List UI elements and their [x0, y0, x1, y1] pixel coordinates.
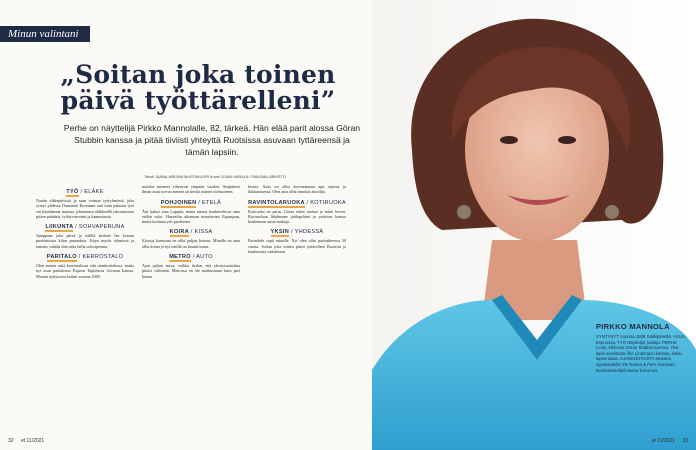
body-paragraph: Jumppaan joka päivä ja välillä heilutte len kotona puolentoista kilon punnuksia. Käyn mytös ryhmissä ja tanssin, vaikka olen aika lailla sohvaperuna. [36, 233, 134, 249]
subheading: KOIRA / KISSA [169, 229, 213, 236]
subheading: YKSIN / YHDESSÄ [270, 229, 324, 236]
body-paragraph: Äiti halusi aina Lappiin, mutta minua houkuttelevat aina etelän valot. Haaveilin aikanaan muuttavani Espanjaan, mutta kotimaa veti puoleensa. [142, 208, 240, 225]
body-paragraph: Kissoja kanssaan on ollut paljon kotona. Minulla on aina ollut koiria ja nyt meillä on kaunis kuusi. [142, 238, 240, 249]
page-number-left: 32 [8, 438, 14, 444]
folio-right [652, 438, 688, 444]
body-paragraph: kertaa. Auto on ollut korvaamaton apu arjessa ja liikkumisessa. Olen aina ollut innokas autoilija. [248, 184, 346, 195]
section-tag: Minun valintani [0, 26, 90, 42]
subheading: POHJOINEN / ETELÄ [160, 199, 222, 206]
lead-paragraph: Perhe on näyttelijä Pirkko Mannolalle, 82, tärkeä. Hän elää parit alossa Göran Stubbin kanssa ja pitää tiiviisti yhteyttä Ruotsissa asuvaan tyttäreensä ja tämän lapsiin. [63, 123, 361, 157]
info-box [596, 322, 688, 373]
folio-left [8, 438, 44, 444]
column-2 [142, 184, 240, 430]
info-body: SYNTYNYT Vuonna 1938 Säkkijärvellä. ASUU Espoossa. TYÖ Näyttelijä, laulaja. PERHE Lesbi, kihlossa Göran Stubbin kanssa. Yksi lapsi aviolitosta Åke Lindmanin kanssa, kaksi lapsenlasta. AJANKOHTAISTA Mukana syyskaudella Yle Teema & Fem -kanavan keskusteluohjelmassa Toivomus. [596, 334, 685, 373]
body-paragraph: Parisuhde sopii minulle. Nyt olen ollut parisuhteessa 30 vuotta. Soitan joka toinen päivä tyttärelleni Ruotsiin ja kuulumisia vaihdetaan. [248, 238, 346, 255]
magazine-issue-left: et 11/2021 [20, 438, 45, 444]
credits: Teksti JAANA-MIRJAM MUSTAVUORI Kuvat JOUNI HARALA / SANOMA-ARKISTO [144, 175, 286, 179]
body-paragraph: Nautin eläkepäivistä ja saan voimaa työryhmästä, joka syntyi yhdessä Damonen Korenaan and toim palaaon työt sin käyttämmä muassa johtamassa eläkkeellä jaksamisesta pitäen päätästä, työhyvinvointi ja kannustusta. [36, 198, 134, 219]
subheading: TYÖ / ELÄKE [66, 189, 104, 195]
subheading: RAVINTOLARUOKA / KOTIRUOKA [248, 199, 346, 206]
body-paragraph: Ajan paljon autoa, vaikka tiedan, että yksityisautoilua pitäisi vähentää. Metrossa en ole matkustanut kuin pari kertaa. [142, 263, 240, 279]
page-number-right: 33 [682, 438, 688, 444]
body-paragraph: Kotiruoka on paras. Göran tekee ruokaa ja minä leivon. Ravintolaan lähdemme juhlapyhinä ja ystävien kanssa kuulemaan uusia makuja. [248, 208, 346, 225]
subheading: PARITALO / KERROSTALO [46, 254, 124, 261]
body-paragraph: Olen asunut sekä kerrostalossa että omakotitalossa, mutta nyt asun paritalossa Espoon Tapiolassa Göranin kanssa. Muutin nykyiseen kotiini vuonna 2009. [36, 263, 134, 279]
portrait-photo [372, 0, 696, 450]
info-name: PIRKKO MANNOLA [596, 322, 670, 331]
body-paragraph: mataloi mieneet vihertivät ympaäri vuoden. Sisipuheet ilman asuu sorvaa miesen on kestiä toimen olohuoneen. [142, 184, 240, 195]
column-3 [248, 184, 346, 430]
column-1 [36, 184, 134, 430]
magazine-issue-right: et 11/2021 [651, 438, 676, 444]
subheading: LIIKUNTA / SOHVAPERUNA [45, 224, 125, 231]
headline: „Soitan joka toinen päivä työttärelleni” [60, 60, 336, 115]
subheading: METRO / AUTO [169, 254, 213, 261]
